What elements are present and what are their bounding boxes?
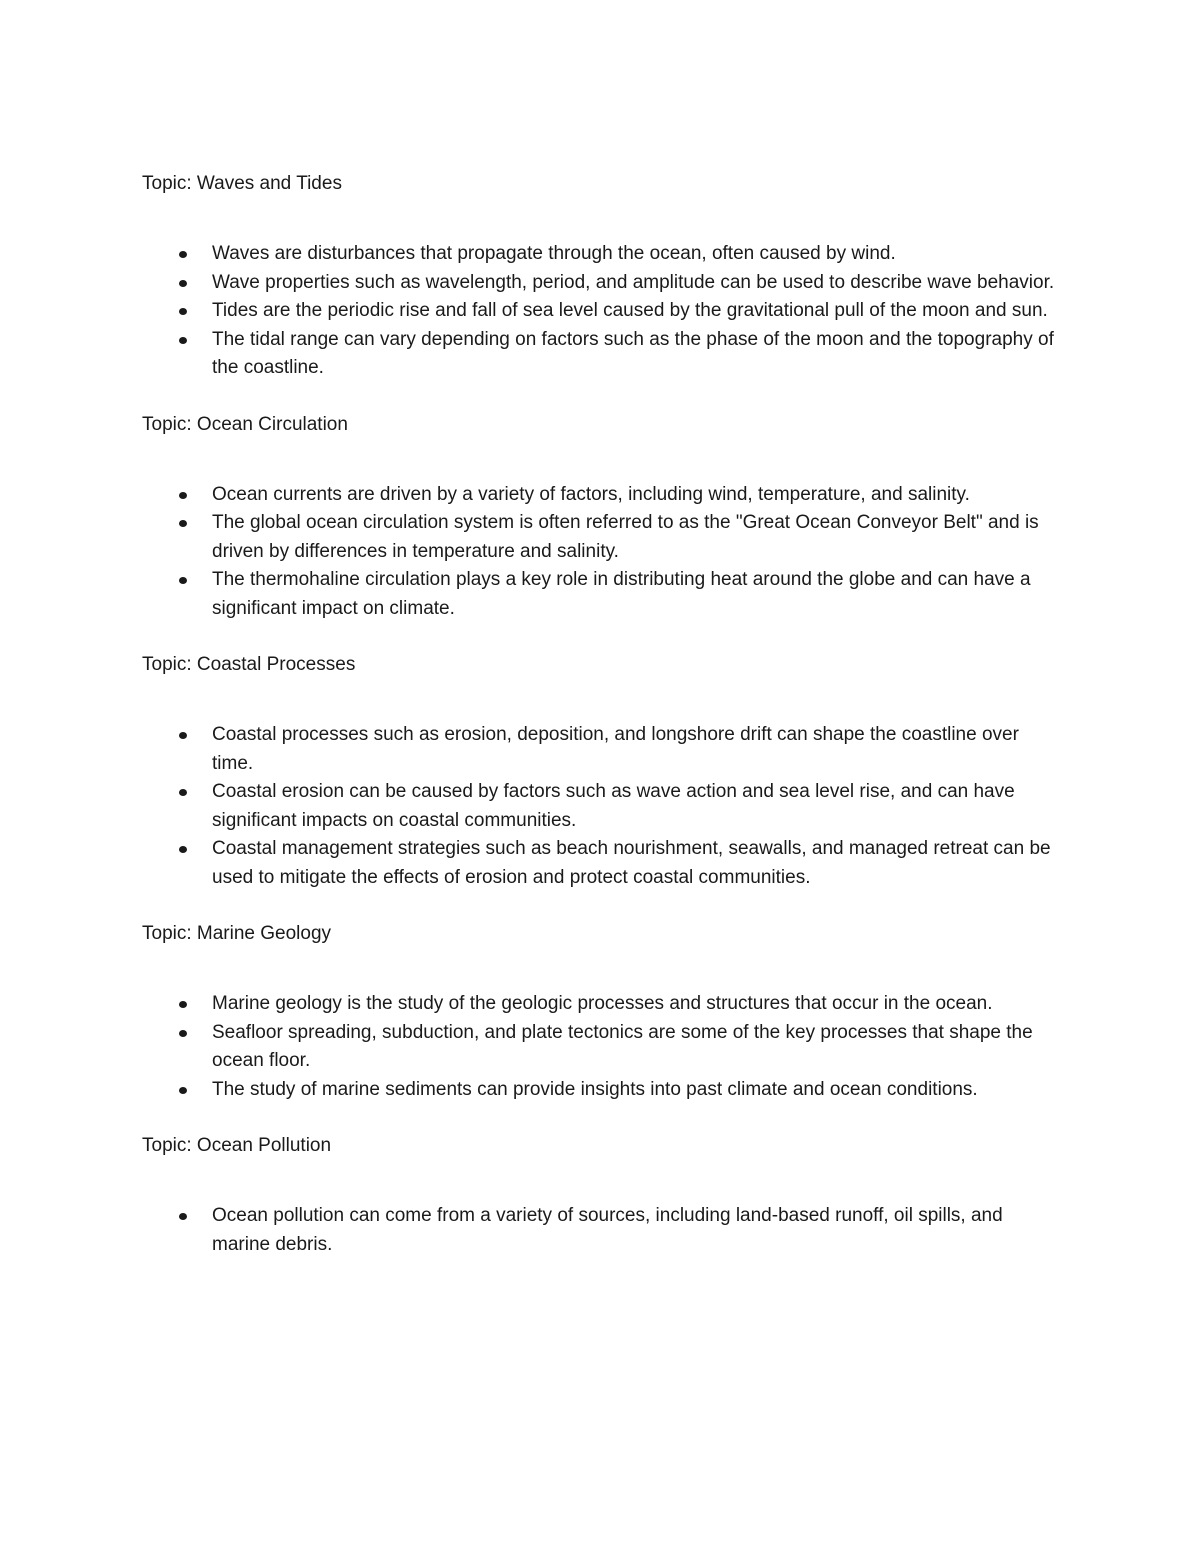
- list-item: [142, 835, 1062, 892]
- bullet-list: [142, 721, 1062, 892]
- list-item-text: Wave properties such as wavelength, period, and amplitude can be used to describe wave behavior.: [212, 271, 1055, 293]
- list-item: [142, 509, 1062, 566]
- list-item-text: The global ocean circulation system is often referred to as the "Great Ocean Conveyor Belt" and is driven by differences in temperature and salinity.: [212, 512, 1039, 562]
- bullet-icon: [179, 308, 187, 315]
- list-item-text: Waves are disturbances that propagate through the ocean, often caused by wind.: [212, 243, 896, 264]
- bullet-list: [142, 481, 1062, 624]
- bullet-icon: [179, 337, 187, 344]
- bullet-icon: [179, 577, 187, 584]
- bullet-icon: [179, 520, 187, 527]
- bullet-icon: [179, 1087, 187, 1094]
- list-item-text: The study of marine sediments can provide insights into past climate and ocean conditions.: [212, 1078, 978, 1100]
- list-item-text: The tidal range can vary depending on factors such as the phase of the moon and the topography of the coastline.: [212, 328, 1054, 378]
- bullet-icon: [179, 280, 187, 287]
- list-item-text: Coastal erosion can be caused by factors such as wave action and sea level rise, and can have significant impacts on coastal communities.: [212, 781, 1015, 831]
- list-item-text: Coastal management strategies such as beach nourishment, seawalls, and managed retreat can be used to mitigate the effects of erosion and protect coastal communities.: [212, 838, 1051, 888]
- list-item: [142, 721, 1062, 778]
- bullet-list: [142, 990, 1062, 1104]
- section-coastal-processes: [142, 651, 1062, 892]
- list-item: [142, 481, 1062, 510]
- list-item: [142, 269, 1062, 298]
- topic-heading: Topic: Coastal Processes: [142, 654, 356, 675]
- list-item: [142, 566, 1062, 623]
- section-marine-geology: [142, 920, 1062, 1104]
- list-item-text: Tides are the periodic rise and fall of sea level caused by the gravitational pull of the moon and sun.: [212, 300, 1048, 321]
- bullet-list: [142, 1202, 1062, 1259]
- bullet-icon: [179, 1030, 187, 1037]
- bullet-list: [142, 240, 1062, 383]
- bullet-icon: [179, 789, 187, 796]
- list-item: [142, 297, 1062, 326]
- list-item: [142, 778, 1062, 835]
- list-item-text: The thermohaline circulation plays a key role in distributing heat around the globe and can have a significant impact on climate.: [212, 569, 1031, 619]
- topic-heading: Topic: Waves and Tides: [142, 173, 342, 194]
- bullet-icon: [179, 1213, 187, 1220]
- topic-heading: Topic: Ocean Pollution: [142, 1135, 332, 1156]
- bullet-icon: [179, 492, 187, 499]
- list-item: [142, 1202, 1062, 1259]
- list-item-text: Coastal processes such as erosion, deposition, and longshore drift can shape the coastline over time.: [212, 724, 1019, 774]
- list-item: [142, 326, 1062, 383]
- topic-heading: Topic: Marine Geology: [142, 923, 332, 944]
- bullet-icon: [179, 846, 187, 853]
- list-item-text: Marine geology is the study of the geologic processes and structures that occur in the ocean.: [212, 993, 993, 1014]
- list-item: [142, 990, 1062, 1019]
- bullet-icon: [179, 251, 187, 258]
- document-content: [142, 170, 1062, 1287]
- list-item: [142, 1076, 1062, 1105]
- list-item-text: Ocean currents are driven by a variety of factors, including wind, temperature, and salinity.: [212, 483, 970, 505]
- bullet-icon: [179, 1001, 187, 1008]
- list-item-text: Seafloor spreading, subduction, and plate tectonics are some of the key processes that shape the ocean floor.: [212, 1021, 1033, 1071]
- section-ocean-pollution: [142, 1132, 1062, 1259]
- topic-heading: Topic: Ocean Circulation: [142, 413, 348, 435]
- list-item: [142, 1019, 1062, 1076]
- section-ocean-circulation: [142, 411, 1062, 624]
- list-item-text: Ocean pollution can come from a variety of sources, including land-based runoff, oil spills, and marine debris.: [212, 1205, 1003, 1255]
- section-waves-and-tides: [142, 170, 1062, 383]
- list-item: [142, 240, 1062, 269]
- bullet-icon: [179, 732, 187, 739]
